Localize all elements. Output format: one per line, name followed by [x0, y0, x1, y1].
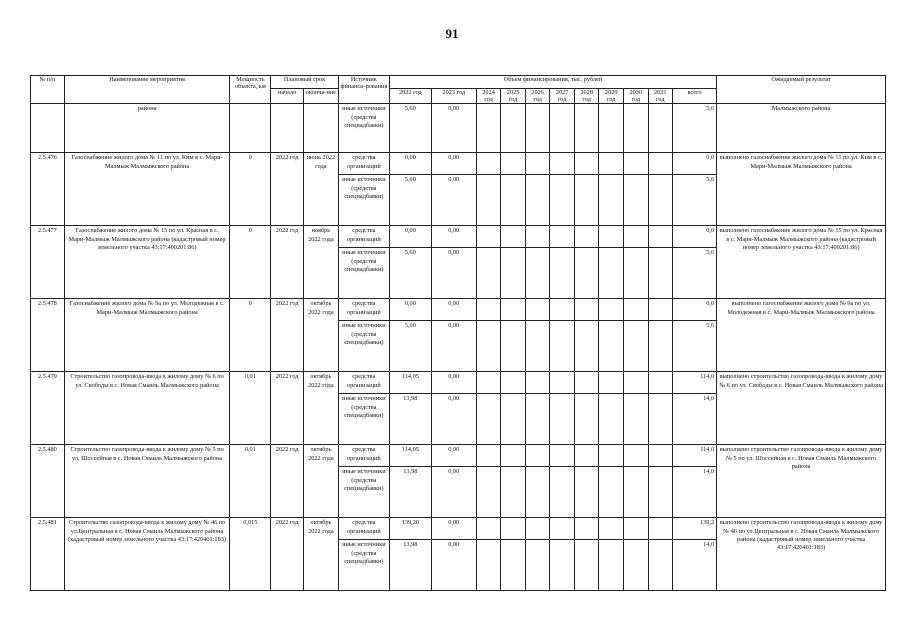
activity-name: Строительство газопровода-ввода к жилому дому № 46 по ул.Центральная в с. Новая Смаиль Малмыжского района (кадастровый номер земельного участка 43:17:420401:183)	[64, 518, 230, 591]
amount-2023: 0,00	[431, 372, 476, 394]
end-date: октябрь 2022 года	[304, 372, 339, 445]
table-row	[31, 153, 886, 175]
amount-total: 14,0	[673, 467, 717, 518]
row-number: 2.5.480	[31, 445, 65, 518]
header-name: Наименование мероприятия	[64, 76, 230, 104]
table-row	[31, 226, 886, 248]
start-date: 2022 год	[271, 226, 304, 299]
capacity-value: 0	[230, 153, 271, 226]
amount-total: 5,6	[673, 175, 717, 226]
table-row	[31, 299, 886, 321]
capacity-value: 0,01	[230, 445, 271, 518]
start-date: 2022 год	[271, 299, 304, 372]
activity-name: Строительство газопровода-ввода к жилому дому № 5 по ул. Шоссейная в с. Новая Смаиль Малмыжского района	[64, 445, 230, 518]
end-date: июнь 2022 года	[304, 153, 339, 226]
financing-table	[30, 75, 886, 591]
end-date: октябрь 2022 года	[304, 299, 339, 372]
header-planned-term: Плановый срок	[271, 76, 338, 89]
end-date: октябрь 2022 года	[304, 518, 339, 591]
continuation-2023: 0,00	[431, 104, 476, 153]
capacity-value: 0,015	[230, 518, 271, 591]
amount-2022: 13,98	[389, 394, 431, 445]
amount-2022: 5,60	[389, 321, 431, 372]
amount-2022: 0,00	[389, 226, 431, 248]
activity-name: Газоснабжение жилого дома № 15 по ул. Красная в с. Мари-Малмыж Малмыжского района (кадастровый номер земельного участка 43:17:400201:86)	[64, 226, 230, 299]
expected-result: выполнено газоснабжение жилого дома № 15 по ул. Красная в с. Мари-Малмыж Малмыжского района (кадастровый номер земельного участка 43:17:400201:86)	[717, 226, 886, 299]
amount-2022: 5,60	[389, 248, 431, 299]
capacity-value: 0	[230, 299, 271, 372]
page-number: 91	[445, 26, 459, 41]
continuation-source: иные источники (средства спецнадбавки)	[338, 104, 389, 153]
end-date: октябрь 2022 года	[304, 445, 339, 518]
amount-total: 139,2	[673, 518, 717, 540]
activity-name: Строительство газопровода-ввода к жилому дому № 6 по ул. Свободы в с. Новая Смаиль Малмыжского района	[64, 372, 230, 445]
amount-total: 0,0	[673, 153, 717, 175]
continuation-row	[31, 104, 886, 153]
amount-2023: 0,00	[431, 321, 476, 372]
header-2027: 2027 год	[550, 89, 575, 104]
amount-2023: 0,00	[431, 299, 476, 321]
expected-result: выполнено строительство газопровода-ввода к жилому дому № 5 по ул. Шоссейная в с. Новая Смаиль Малмыжского района	[717, 445, 886, 518]
source-other: иные источники (средства спецнадбавки)	[338, 321, 389, 372]
expected-result: выполнено строительство газопровода-ввода к жилому дому № 46 по ул.Центральная в с. Новая Смаиль Малмыжского района (кадастровый номер земельного участка 43:17:420401:183)	[717, 518, 886, 591]
continuation-2022: 5,60	[389, 104, 431, 153]
header-result: Ожидаемый результат	[717, 76, 886, 104]
row-number: 2.5.476	[31, 153, 65, 226]
source-other: иные источники (средства спецнадбавки)	[338, 394, 389, 445]
continuation-name: района	[64, 104, 230, 153]
table-row	[31, 372, 886, 394]
source-organizations: средства организаций	[338, 445, 389, 467]
header-2026: 2026 год	[525, 89, 550, 104]
continuation-result: Малмыжского района	[717, 104, 886, 153]
source-other: иные источники (средства спецнадбавки)	[338, 248, 389, 299]
amount-2023: 0,00	[431, 467, 476, 518]
amount-2022: 139,20	[389, 518, 431, 540]
amount-2022: 5,60	[389, 175, 431, 226]
expected-result: выполнено газоснабжение жилого дома № 9а по ул. Молодежная в с. Мари-Малмыж Малмыжского района	[717, 299, 886, 372]
amount-total: 5,6	[673, 321, 717, 372]
amount-total: 114,0	[673, 372, 717, 394]
amount-2023: 0,00	[431, 394, 476, 445]
activity-name: Газоснабжение жилого дома № 9а по ул. Молодежная в с. Мари-Малмыж Малмыжского района	[64, 299, 230, 372]
source-other: иные источники (средства спецнадбавки)	[338, 175, 389, 226]
header-2022: 2022 год	[389, 89, 431, 104]
amount-2022: 114,05	[389, 445, 431, 467]
table-row	[31, 518, 886, 540]
start-date: 2022 год	[271, 153, 304, 226]
header-2028: 2028 год	[574, 89, 599, 104]
start-date: 2022 год	[271, 518, 304, 591]
source-other: иные источники (средства спецнадбавки)	[338, 540, 389, 591]
expected-result: выполнено газоснабжение жилого дома № 11 по ул. Ким в с. Мари-Малмыж Малмыжского района	[717, 153, 886, 226]
amount-2022: 13,98	[389, 540, 431, 591]
amount-2022: 114,05	[389, 372, 431, 394]
header-capacity: Мощность объекта, км	[230, 76, 271, 104]
amount-2023: 0,00	[431, 153, 476, 175]
table-row	[31, 445, 886, 467]
continuation-total: 5,6	[673, 104, 717, 153]
source-other: иные источники (средства спецнадбавки)	[338, 467, 389, 518]
amount-2023: 0,00	[431, 445, 476, 467]
header-2030: 2030 год	[623, 89, 648, 104]
amount-total: 5,6	[673, 248, 717, 299]
amount-2023: 0,00	[431, 540, 476, 591]
amount-total: 0,0	[673, 299, 717, 321]
source-organizations: средства организаций	[338, 226, 389, 248]
amount-total: 114,0	[673, 445, 717, 467]
amount-2022: 0,00	[389, 299, 431, 321]
start-date: 2022 год	[271, 372, 304, 445]
source-organizations: средства организаций	[338, 299, 389, 321]
start-date: 2022 год	[271, 445, 304, 518]
capacity-value: 0,01	[230, 372, 271, 445]
header-financing: Объем финансирования, тыс. рублей	[389, 76, 716, 89]
capacity-value: 0	[230, 226, 271, 299]
expected-result: выполнено строительство газопровода-ввода к жилому дому № 6 по ул. Свободы в с. Новая Смаиль Малмыжского района	[717, 372, 886, 445]
row-number: 2.5.479	[31, 372, 65, 445]
row-number: 2.5.477	[31, 226, 65, 299]
amount-2023: 0,00	[431, 226, 476, 248]
amount-total: 0,0	[673, 226, 717, 248]
amount-2022: 0,00	[389, 153, 431, 175]
header-num: № п/п	[31, 76, 65, 104]
source-organizations: средства организаций	[338, 372, 389, 394]
row-number: 2.5.478	[31, 299, 65, 372]
amount-total: 14,0	[673, 394, 717, 445]
amount-2022: 13,98	[389, 467, 431, 518]
activity-name: Газоснабжение жилого дома № 11 по ул. Ким в с. Мари-Малмыж Малмыжского района	[64, 153, 230, 226]
header-2031: 2031 год	[648, 89, 673, 104]
header-source: Источник финанси-рования	[338, 76, 389, 104]
amount-2023: 0,00	[431, 518, 476, 540]
end-date: ноябрь 2022 года	[304, 226, 339, 299]
row-number: 2.5.481	[31, 518, 65, 591]
source-organizations: средства организаций	[338, 518, 389, 540]
header-total: всего	[673, 89, 717, 104]
header-2025: 2025 год	[501, 89, 526, 104]
amount-2023: 0,00	[431, 248, 476, 299]
amount-total: 14,0	[673, 540, 717, 591]
header-2029: 2029 год	[599, 89, 624, 104]
amount-2023: 0,00	[431, 175, 476, 226]
header-end: оконча-ние	[304, 89, 339, 104]
header-2024: 2024 год	[476, 89, 501, 104]
header-start: начало	[271, 89, 304, 104]
source-organizations: средства организаций	[338, 153, 389, 175]
header-2023: 2023 год	[431, 89, 476, 104]
